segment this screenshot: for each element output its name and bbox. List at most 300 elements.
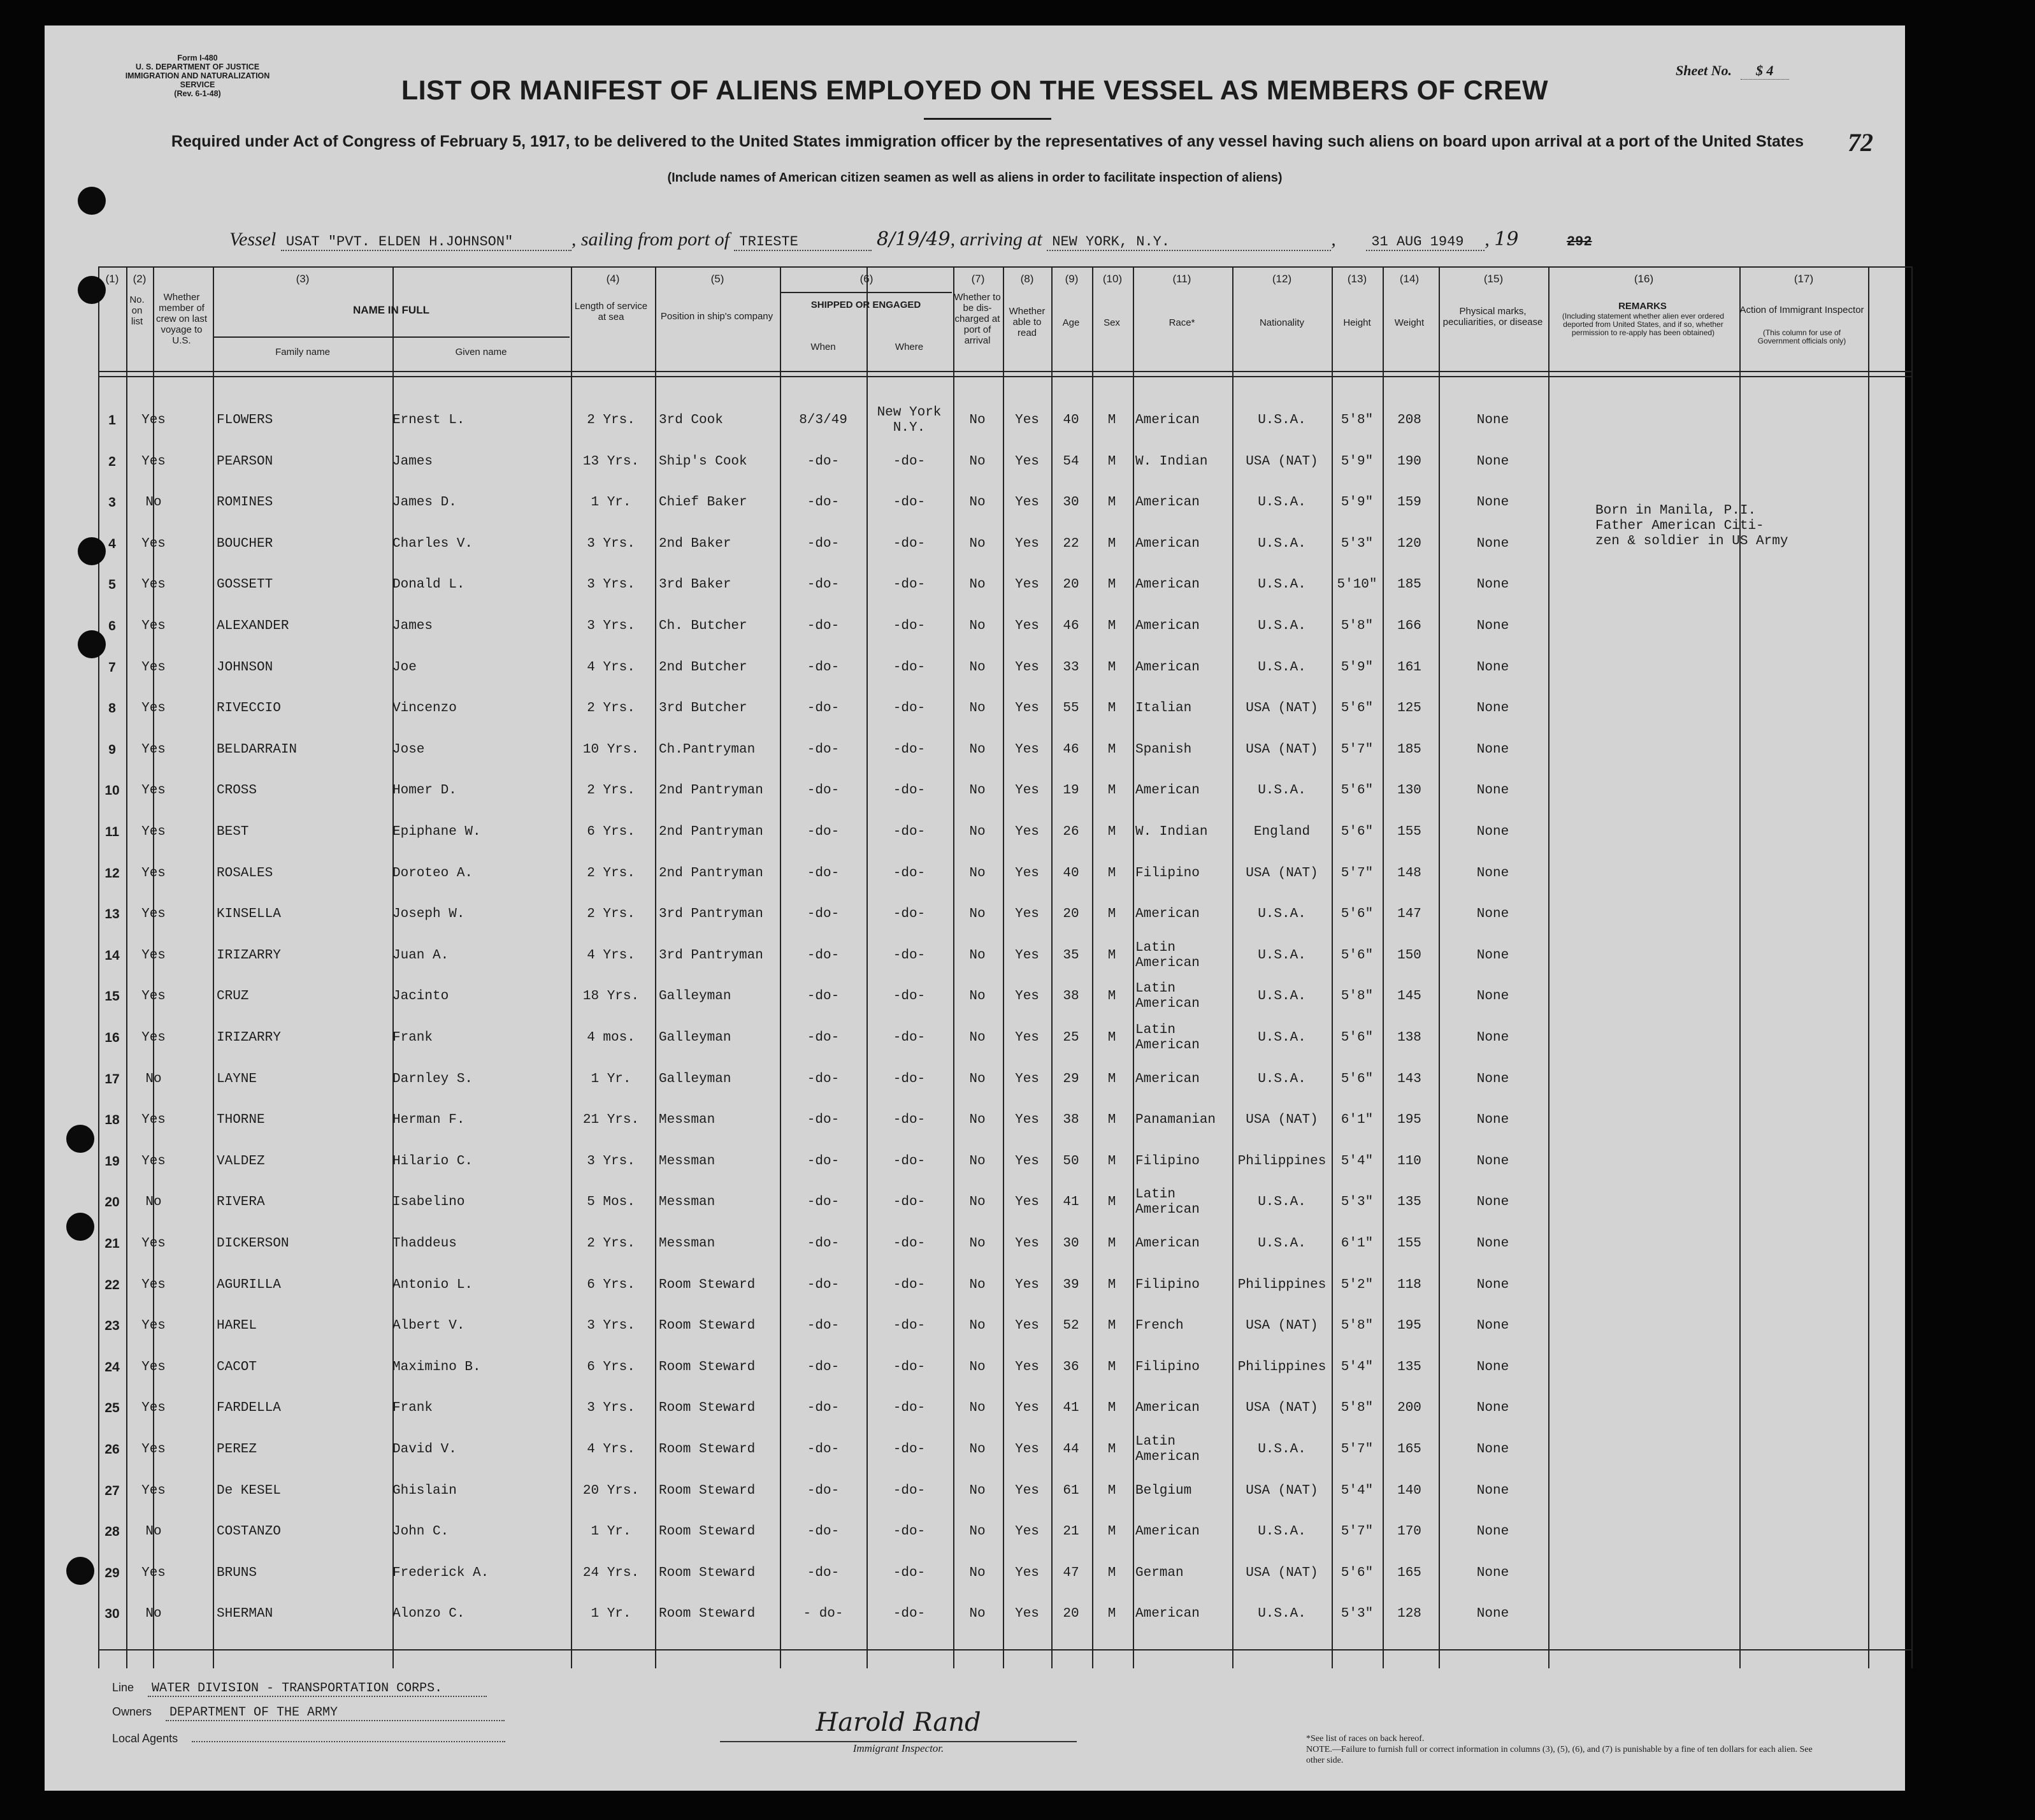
- nationality: U.S.A.: [1258, 783, 1306, 798]
- shipped-when: -do-: [807, 660, 840, 675]
- column-number: (5): [710, 273, 724, 285]
- given-name: Joe: [392, 660, 417, 675]
- physical-marks: None: [1476, 495, 1509, 510]
- sex: M: [1107, 413, 1116, 428]
- age: 54: [1063, 454, 1079, 469]
- header-position: Position in ship's company: [660, 311, 773, 322]
- nationality: U.S.A.: [1258, 495, 1306, 510]
- column-rule: [1003, 266, 1004, 1668]
- given-name: James: [392, 619, 433, 633]
- header-height: Height: [1343, 317, 1371, 328]
- able-to-read: Yes: [1015, 1195, 1039, 1210]
- height: 5'4": [1341, 1359, 1374, 1375]
- shipped-where: -do-: [893, 1607, 926, 1622]
- row-rule: [780, 292, 952, 293]
- sex: M: [1107, 1359, 1116, 1375]
- column-number: (1): [105, 273, 119, 285]
- header-able-read: Whether able to read: [1009, 306, 1046, 338]
- punch-hole: [66, 1213, 94, 1241]
- column-number: (7): [971, 273, 985, 285]
- physical-marks: None: [1476, 1483, 1509, 1498]
- height: 5'6": [1341, 948, 1374, 963]
- shipped-when: - do-: [803, 1607, 844, 1622]
- column-rule: [866, 266, 868, 1668]
- height: 5'8": [1341, 413, 1374, 428]
- race: American: [1135, 1236, 1200, 1251]
- shipped-when: -do-: [807, 1359, 840, 1375]
- remarks-entry: Born in Manila, P.I. Father American Citi- zen & soldier in US Army: [1595, 503, 1788, 549]
- crew-table: [98, 266, 1911, 1668]
- able-to-read: Yes: [1015, 495, 1039, 510]
- row-number: 14: [104, 948, 120, 963]
- header-given-name: Given name: [455, 347, 507, 358]
- shipped-where: -do-: [893, 907, 926, 922]
- height: 5'10": [1337, 577, 1377, 593]
- age: 35: [1063, 948, 1079, 963]
- column-number: (15): [1483, 273, 1504, 285]
- column-number: (9): [1065, 273, 1079, 285]
- shipped-when: -do-: [807, 1483, 840, 1498]
- height: 5'8": [1341, 1401, 1374, 1416]
- physical-marks: None: [1476, 1153, 1509, 1169]
- position: Room Steward: [659, 1277, 756, 1292]
- position: Galleyman: [659, 1030, 731, 1045]
- given-name: Ghislain: [392, 1483, 457, 1498]
- race: American: [1135, 495, 1200, 510]
- physical-marks: None: [1476, 1524, 1509, 1540]
- shipped-where: -do-: [893, 1113, 926, 1128]
- row-number: 29: [104, 1565, 120, 1580]
- race: Latin American: [1135, 1023, 1200, 1053]
- shipped-where: -do-: [893, 783, 926, 798]
- vessel-name: USAT "PVT. ELDEN H.JOHNSON": [281, 234, 572, 251]
- shipped-where: -do-: [893, 701, 926, 716]
- position: Room Steward: [659, 1442, 756, 1457]
- shipped-where: -do-: [893, 865, 926, 881]
- last-voyage: Yes: [141, 1401, 166, 1416]
- given-name: Charles V.: [392, 536, 473, 551]
- inspector-label: Immigrant Inspector.: [852, 1742, 944, 1754]
- able-to-read: Yes: [1015, 1318, 1039, 1334]
- given-name: James: [392, 454, 433, 469]
- physical-marks: None: [1476, 1071, 1509, 1087]
- race: Belgium: [1135, 1483, 1192, 1498]
- able-to-read: Yes: [1015, 1153, 1039, 1169]
- length-of-service: 1 Yr.: [591, 495, 631, 510]
- to-be-discharged: No: [969, 1277, 986, 1292]
- age: 33: [1063, 660, 1079, 675]
- row-rule: [98, 376, 1911, 377]
- document-title: LIST OR MANIFEST OF ALIENS EMPLOYED ON THE VESSEL AS MEMBERS OF CREW: [401, 75, 1549, 106]
- to-be-discharged: No: [969, 1442, 986, 1457]
- height: 5'4": [1341, 1483, 1374, 1498]
- family-name: THORNE: [217, 1113, 265, 1128]
- column-number: (10): [1102, 273, 1123, 285]
- length-of-service: 24 Yrs.: [582, 1565, 640, 1580]
- last-voyage: Yes: [141, 536, 166, 551]
- able-to-read: Yes: [1015, 577, 1039, 593]
- position: Messman: [659, 1195, 715, 1210]
- shipped-where: -do-: [893, 1071, 926, 1087]
- position: Room Steward: [659, 1401, 756, 1416]
- column-rule: [655, 266, 656, 1668]
- weight: 195: [1397, 1113, 1421, 1128]
- weight: 155: [1397, 825, 1421, 839]
- physical-marks: None: [1476, 619, 1509, 633]
- height: 6'1": [1341, 1236, 1374, 1251]
- nationality: Philippines: [1237, 1153, 1327, 1169]
- weight: 135: [1397, 1195, 1421, 1210]
- weight: 200: [1397, 1401, 1421, 1416]
- sex: M: [1107, 1113, 1116, 1128]
- position: Room Steward: [659, 1524, 756, 1540]
- given-name: Joseph W.: [392, 907, 465, 922]
- height: 5'3": [1341, 536, 1374, 551]
- shipped-where: -do-: [893, 825, 926, 839]
- service: IMMIGRATION AND NATURALIZATION SERVICE: [125, 71, 270, 89]
- able-to-read: Yes: [1015, 1236, 1039, 1251]
- position: 3rd Pantryman: [659, 907, 763, 922]
- column-rule: [126, 266, 127, 1668]
- column-rule: [153, 266, 154, 1668]
- weight: 125: [1397, 701, 1421, 716]
- to-be-discharged: No: [969, 907, 986, 922]
- shipped-where: -do-: [893, 495, 926, 510]
- nationality: USA (NAT): [1246, 701, 1318, 716]
- line-value: WATER DIVISION - TRANSPORTATION CORPS.: [148, 1681, 487, 1697]
- shipped-when: -do-: [807, 1277, 840, 1292]
- column-number: (4): [606, 273, 620, 285]
- sex: M: [1107, 1524, 1116, 1540]
- last-voyage: Yes: [141, 1277, 166, 1292]
- able-to-read: Yes: [1015, 865, 1039, 881]
- column-number: (6): [859, 273, 874, 285]
- row-number: 3: [108, 495, 116, 510]
- last-voyage: Yes: [141, 1153, 166, 1169]
- position: Galleyman: [659, 1071, 731, 1087]
- shipped-where: -do-: [893, 536, 926, 551]
- column-rule: [571, 266, 572, 1668]
- requirement-text: Required under Act of Congress of February 5, 1917, to be delivered to the United States immigration officer by the representatives of any vessel having such aliens on board upon arrival at a port of the United States: [171, 133, 1804, 150]
- given-name: Frederick A.: [392, 1565, 489, 1580]
- physical-marks: None: [1476, 1442, 1509, 1457]
- age: 52: [1063, 1318, 1079, 1334]
- shipped-where: New York N.Y.: [877, 405, 942, 435]
- shipped-when: -do-: [807, 989, 840, 1004]
- age: 50: [1063, 1153, 1079, 1169]
- height: 5'7": [1341, 865, 1374, 881]
- family-name: FARDELLA: [217, 1401, 281, 1416]
- length-of-service: 4 Yrs.: [587, 660, 635, 675]
- punch-hole: [78, 276, 106, 304]
- shipped-where: -do-: [893, 948, 926, 963]
- weight: 165: [1397, 1442, 1421, 1457]
- shipped-where: -do-: [893, 1277, 926, 1292]
- length-of-service: 2 Yrs.: [587, 413, 635, 428]
- title-rule: [924, 118, 1051, 120]
- sex: M: [1107, 825, 1116, 839]
- age: 20: [1063, 1607, 1079, 1622]
- age: 25: [1063, 1030, 1079, 1045]
- family-name: PEREZ: [217, 1442, 257, 1457]
- shipped-when: -do-: [807, 1236, 840, 1251]
- race: American: [1135, 1607, 1200, 1622]
- last-voyage: Yes: [141, 1318, 166, 1334]
- length-of-service: 20 Yrs.: [582, 1483, 640, 1498]
- nationality: USA (NAT): [1246, 1113, 1318, 1128]
- sex: M: [1107, 1565, 1116, 1580]
- physical-marks: None: [1476, 1565, 1509, 1580]
- vessel-line: Vessel USAT "PVT. ELDEN H.JOHNSON" , sailing from port of TRIESTE 8/19/49, arriving at NEW YORK, N.Y. , 31 AUG 1949 , 19 292: [229, 228, 1860, 251]
- shipped-where: -do-: [893, 454, 926, 469]
- shipped-when: -do-: [807, 1195, 840, 1210]
- shipped-when: -do-: [807, 1030, 840, 1045]
- length-of-service: 3 Yrs.: [587, 1401, 635, 1416]
- sex: M: [1107, 1195, 1116, 1210]
- weight: 195: [1397, 1318, 1421, 1334]
- weight: 147: [1397, 907, 1421, 922]
- header-weight: Weight: [1394, 317, 1425, 328]
- race: German: [1135, 1565, 1184, 1580]
- row-number: 4: [108, 536, 116, 551]
- row-rule: [98, 266, 1911, 268]
- column-rule: [213, 266, 214, 1668]
- sailing-date: 8/19/49: [876, 228, 951, 250]
- row-number: 6: [108, 619, 116, 633]
- position: Ch. Butcher: [659, 619, 747, 633]
- row-number: 9: [108, 742, 116, 757]
- row-number: 22: [104, 1277, 120, 1292]
- race: Latin American: [1135, 940, 1200, 971]
- given-name: Albert V.: [392, 1318, 465, 1334]
- height: 5'7": [1341, 1524, 1374, 1540]
- last-voyage: Yes: [141, 989, 166, 1004]
- header-action: Action of Immigrant Inspector: [1739, 305, 1864, 315]
- family-name: RIVECCIO: [217, 701, 281, 716]
- shipped-where: -do-: [893, 1030, 926, 1045]
- given-name: Herman F.: [392, 1113, 465, 1128]
- to-be-discharged: No: [969, 1071, 986, 1087]
- penalty-note: NOTE.—Failure to furnish full or correct information in columns (3), (5), (6), and (7) is punishable by a fine of ten dollars for each alien. See other side.: [1306, 1745, 1813, 1765]
- weight: 190: [1397, 454, 1421, 469]
- weight: 143: [1397, 1071, 1421, 1087]
- nationality: USA (NAT): [1246, 1565, 1318, 1580]
- given-name: Ernest L.: [392, 413, 465, 428]
- age: 41: [1063, 1195, 1079, 1210]
- last-voyage: Yes: [141, 1483, 166, 1498]
- sex: M: [1107, 865, 1116, 881]
- row-number: 16: [104, 1030, 120, 1045]
- physical-marks: None: [1476, 948, 1509, 963]
- column-rule: [1232, 266, 1233, 1668]
- shipped-where: -do-: [893, 660, 926, 675]
- race: Panamanian: [1135, 1113, 1216, 1128]
- age: 46: [1063, 619, 1079, 633]
- height: 5'6": [1341, 825, 1374, 839]
- family-name: CROSS: [217, 783, 257, 798]
- physical-marks: None: [1476, 701, 1509, 716]
- age: 40: [1063, 865, 1079, 881]
- include-note: (Include names of American citizen seamen as well as aliens in order to facilitate inspection of aliens): [667, 171, 1283, 185]
- column-rule: [1548, 266, 1550, 1668]
- shipped-when: -do-: [807, 619, 840, 633]
- sex: M: [1107, 1030, 1116, 1045]
- shipped-where: -do-: [893, 1442, 926, 1457]
- sex: M: [1107, 948, 1116, 963]
- able-to-read: Yes: [1015, 907, 1039, 922]
- header-when: When: [810, 342, 836, 352]
- to-be-discharged: No: [969, 536, 986, 551]
- nationality: U.S.A.: [1258, 1607, 1306, 1622]
- given-name: Vincenzo: [392, 701, 457, 716]
- family-name: IRIZARRY: [217, 948, 281, 963]
- height: 5'6": [1341, 701, 1374, 716]
- race: French: [1135, 1318, 1184, 1334]
- nationality: U.S.A.: [1258, 536, 1306, 551]
- race: American: [1135, 1071, 1200, 1087]
- height: 5'9": [1341, 660, 1374, 675]
- weight: 120: [1397, 536, 1421, 551]
- column-rule: [392, 266, 394, 1668]
- sex: M: [1107, 1607, 1116, 1622]
- race: W. Indian: [1135, 454, 1208, 469]
- able-to-read: Yes: [1015, 1524, 1039, 1540]
- arrival-date: 31 AUG 1949: [1366, 234, 1485, 251]
- column-number: (17): [1794, 273, 1814, 285]
- position: 2nd Butcher: [659, 660, 747, 675]
- column-rule: [1739, 266, 1741, 1668]
- race: Filipino: [1135, 1277, 1200, 1292]
- family-name: BOUCHER: [217, 536, 273, 551]
- age: 20: [1063, 907, 1079, 922]
- footer-line: [112, 1681, 487, 1697]
- given-name: Alonzo C.: [392, 1607, 465, 1622]
- sex: M: [1107, 660, 1116, 675]
- given-name: John C.: [392, 1524, 449, 1540]
- able-to-read: Yes: [1015, 1113, 1039, 1128]
- given-name: Thaddeus: [392, 1236, 457, 1251]
- shipped-when: -do-: [807, 1442, 840, 1457]
- row-number: 8: [108, 701, 116, 716]
- shipped-where: -do-: [893, 1359, 926, 1375]
- position: 2nd Pantryman: [659, 865, 763, 881]
- nationality: U.S.A.: [1258, 1071, 1306, 1087]
- row-rule: [213, 336, 570, 338]
- weight: 135: [1397, 1359, 1421, 1375]
- nationality: U.S.A.: [1258, 619, 1306, 633]
- shipped-when: -do-: [807, 742, 840, 757]
- header-name-in-full: NAME IN FULL: [353, 304, 429, 316]
- length-of-service: 3 Yrs.: [587, 536, 635, 551]
- shipped-where: -do-: [893, 1153, 926, 1169]
- height: 5'2": [1341, 1277, 1374, 1292]
- given-name: Jacinto: [392, 989, 449, 1004]
- race: Filipino: [1135, 1359, 1200, 1375]
- weight: 140: [1397, 1483, 1421, 1498]
- shipped-when: -do-: [807, 1318, 840, 1334]
- given-name: Maximino B.: [392, 1359, 481, 1375]
- age: 38: [1063, 989, 1079, 1004]
- age: 47: [1063, 1565, 1079, 1580]
- weight: 166: [1397, 619, 1421, 633]
- given-name: Isabelino: [392, 1195, 465, 1210]
- sex: M: [1107, 783, 1116, 798]
- physical-marks: None: [1476, 1607, 1509, 1622]
- to-be-discharged: No: [969, 1607, 986, 1622]
- department: U. S. DEPARTMENT OF JUSTICE: [135, 62, 260, 71]
- to-be-discharged: No: [969, 948, 986, 963]
- able-to-read: Yes: [1015, 989, 1039, 1004]
- row-number: 13: [104, 907, 120, 922]
- family-name: PEARSON: [217, 454, 273, 469]
- sex: M: [1107, 1153, 1116, 1169]
- manifest-sheet: [45, 25, 1905, 1791]
- given-name: Hilario C.: [392, 1153, 473, 1169]
- weight: 165: [1397, 1565, 1421, 1580]
- able-to-read: Yes: [1015, 1030, 1039, 1045]
- sex: M: [1107, 619, 1116, 633]
- given-name: David V.: [392, 1442, 457, 1457]
- weight: 161: [1397, 660, 1421, 675]
- length-of-service: 6 Yrs.: [587, 1359, 635, 1375]
- weight: 130: [1397, 783, 1421, 798]
- inspector-signature: Harold Rand: [816, 1708, 981, 1737]
- age: 55: [1063, 701, 1079, 716]
- nationality: Philippines: [1237, 1359, 1327, 1375]
- column-rule: [1868, 266, 1869, 1668]
- last-voyage: Yes: [141, 701, 166, 716]
- nationality: USA (NAT): [1246, 1318, 1318, 1334]
- to-be-discharged: No: [969, 495, 986, 510]
- position: 3rd Pantryman: [659, 948, 763, 963]
- race: Latin American: [1135, 1434, 1200, 1464]
- sex: M: [1107, 577, 1116, 593]
- column-rule: [98, 266, 99, 1668]
- able-to-read: Yes: [1015, 1277, 1039, 1292]
- race: Spanish: [1135, 742, 1192, 757]
- given-name: James D.: [392, 495, 457, 510]
- shipped-where: -do-: [893, 619, 926, 633]
- physical-marks: None: [1476, 783, 1509, 798]
- to-be-discharged: No: [969, 1565, 986, 1580]
- race: American: [1135, 660, 1200, 675]
- last-voyage: Yes: [141, 1030, 166, 1045]
- nationality: U.S.A.: [1258, 1195, 1306, 1210]
- family-name: RIVERA: [217, 1195, 265, 1210]
- age: 22: [1063, 536, 1079, 551]
- family-name: LAYNE: [217, 1071, 257, 1087]
- sex: M: [1107, 907, 1116, 922]
- nationality: USA (NAT): [1246, 454, 1318, 469]
- able-to-read: Yes: [1015, 948, 1039, 963]
- race: American: [1135, 783, 1200, 798]
- column-number: (12): [1272, 273, 1292, 285]
- given-name: Frank: [392, 1401, 433, 1416]
- height: 5'6": [1341, 1565, 1374, 1580]
- position: Galleyman: [659, 989, 731, 1004]
- family-name: BEST: [217, 825, 249, 839]
- row-number: 23: [104, 1318, 120, 1334]
- sex: M: [1107, 1401, 1116, 1416]
- to-be-discharged: No: [969, 1483, 986, 1498]
- height: 5'9": [1341, 495, 1374, 510]
- sailing-label: , sailing from port of: [571, 229, 730, 250]
- physical-marks: None: [1476, 742, 1509, 757]
- able-to-read: Yes: [1015, 783, 1039, 798]
- age: 30: [1063, 1236, 1079, 1251]
- to-be-discharged: No: [969, 619, 986, 633]
- shipped-when: -do-: [807, 1153, 840, 1169]
